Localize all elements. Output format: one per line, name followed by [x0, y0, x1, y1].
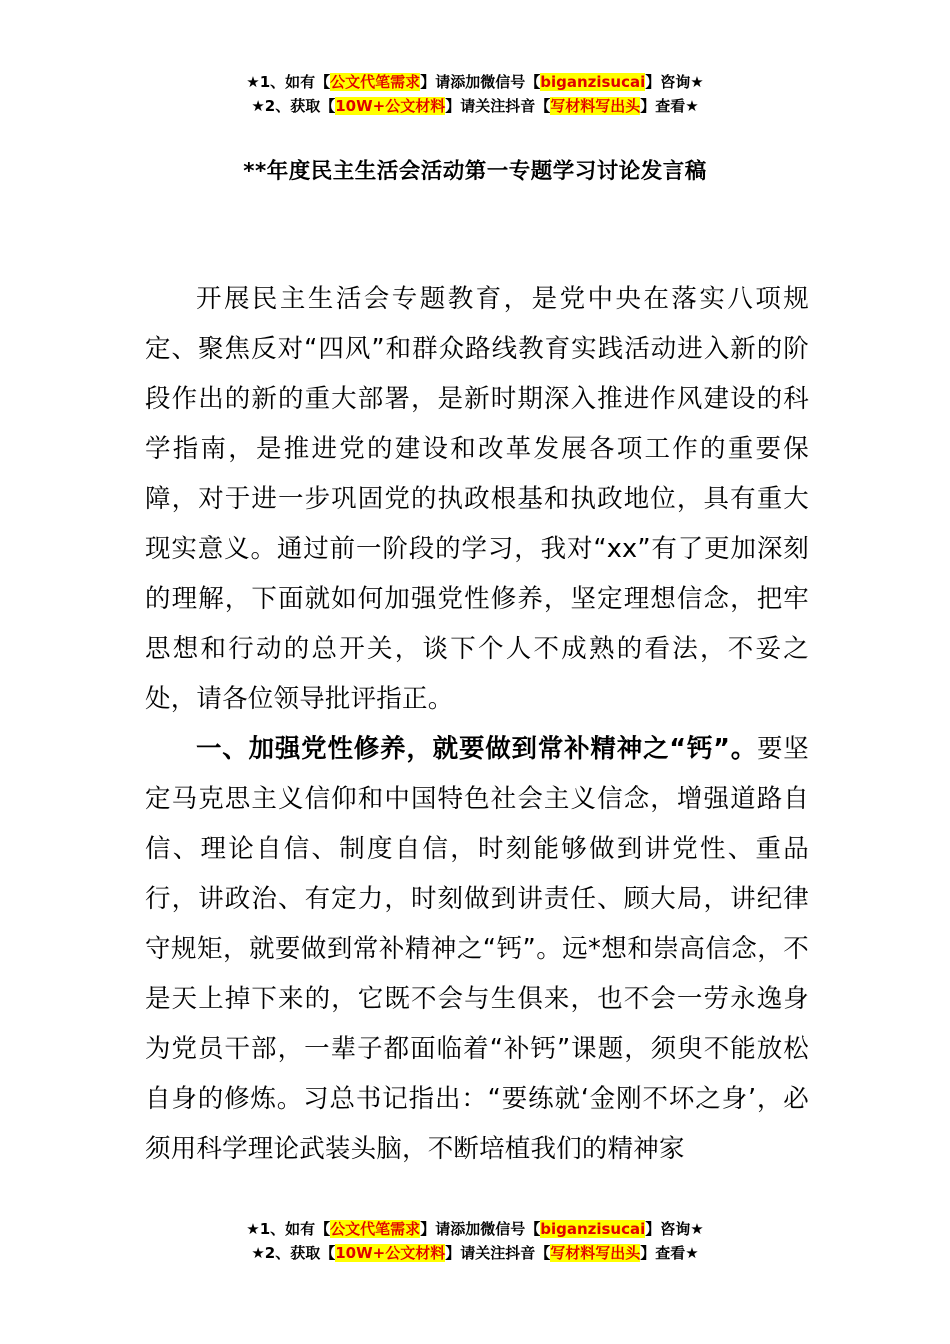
banner-line-2 [0, 1241, 950, 1265]
banner-line1-prefix: ★1、如有【 [246, 73, 331, 91]
banner-line1-suffix: 】咨询★ [645, 73, 704, 91]
banner-line2-mid: 】请关注抖音【 [445, 97, 551, 115]
banner-line1-highlight-wechat: biganzisucai [540, 1220, 646, 1238]
banner-line1-highlight-service: 公文代笔需求 [330, 1220, 421, 1238]
banner-line1-prefix: ★1、如有【 [246, 1220, 331, 1238]
banner-line2-prefix: ★2、获取【 [251, 1244, 336, 1262]
document-title: **年度民主生活会活动第一专题学习讨论发言稿 [243, 159, 707, 184]
banner-line-1 [0, 70, 950, 94]
banner-line2-highlight-douyin: 写材料写出头 [550, 97, 641, 115]
banner-line2-prefix: ★2、获取【 [251, 97, 336, 115]
banner-line2-mid: 】请关注抖音【 [445, 1244, 551, 1262]
section-1-heading: 一、加强党性修养，就要做到常补精神之“钙”。 [196, 734, 757, 764]
banner-line1-mid: 】请添加微信号【 [420, 73, 541, 91]
banner-line2-highlight-materials: 10W+公文材料 [335, 1244, 446, 1262]
banner-line2-highlight-douyin: 写材料写出头 [550, 1244, 641, 1262]
bottom-banner [0, 1217, 950, 1265]
banner-line2-highlight-materials: 10W+公文材料 [335, 97, 446, 115]
banner-line-1 [0, 1217, 950, 1241]
paragraph-section-1-text: 要坚定马克思主义信仰和中国特色社会主义信念，增强道路自信、理论自信、制度自信，时刻能够做到讲党性、重品行，讲政治、有定力，时刻做到讲责任、顾大局，讲纪律守规矩，就要做到常补精神之“钙”。远*想和崇高信念，不是天上掉下来的，它既不会与生俱来，也不会一劳永逸身为党员干部，一辈子都面临着“补钙”课题，须臾不能放松自身的修炼。习总书记指出：“要练就‘金刚不坏之身’，必须用科学理论武装头脑，不断培植我们的精神家 [145, 734, 809, 1164]
paragraph-intro [145, 274, 809, 724]
top-banner [0, 70, 950, 118]
banner-line1-suffix: 】咨询★ [645, 1220, 704, 1238]
banner-line2-suffix: 】查看★ [640, 97, 699, 115]
banner-line-2 [0, 94, 950, 118]
banner-line1-highlight-wechat: biganzisucai [540, 73, 646, 91]
banner-line1-highlight-service: 公文代笔需求 [330, 73, 421, 91]
paragraph-intro-text: 开展民主生活会专题教育，是党中央在落实八项规定、聚焦反对“四风”和群众路线教育实践活动进入新的阶段作出的新的重大部署，是新时期深入推进作风建设的科学指南，是推进党的建设和改革发展各项工作的重要保障，对于进一步巩固党的执政根基和执政地位，具有重大现实意义。通过前一阶段的学习，我对“xx”有了更加深刻的理解，下面就如何加强党性修养，坚定理想信念，把牢思想和行动的总开关，谈下个人不成熟的看法，不妥之处，请各位领导批评指正。 [145, 284, 809, 714]
banner-line2-suffix: 】查看★ [640, 1244, 699, 1262]
paragraph-section-1 [145, 724, 809, 1174]
document-body [145, 274, 809, 1174]
banner-line1-mid: 】请添加微信号【 [420, 1220, 541, 1238]
